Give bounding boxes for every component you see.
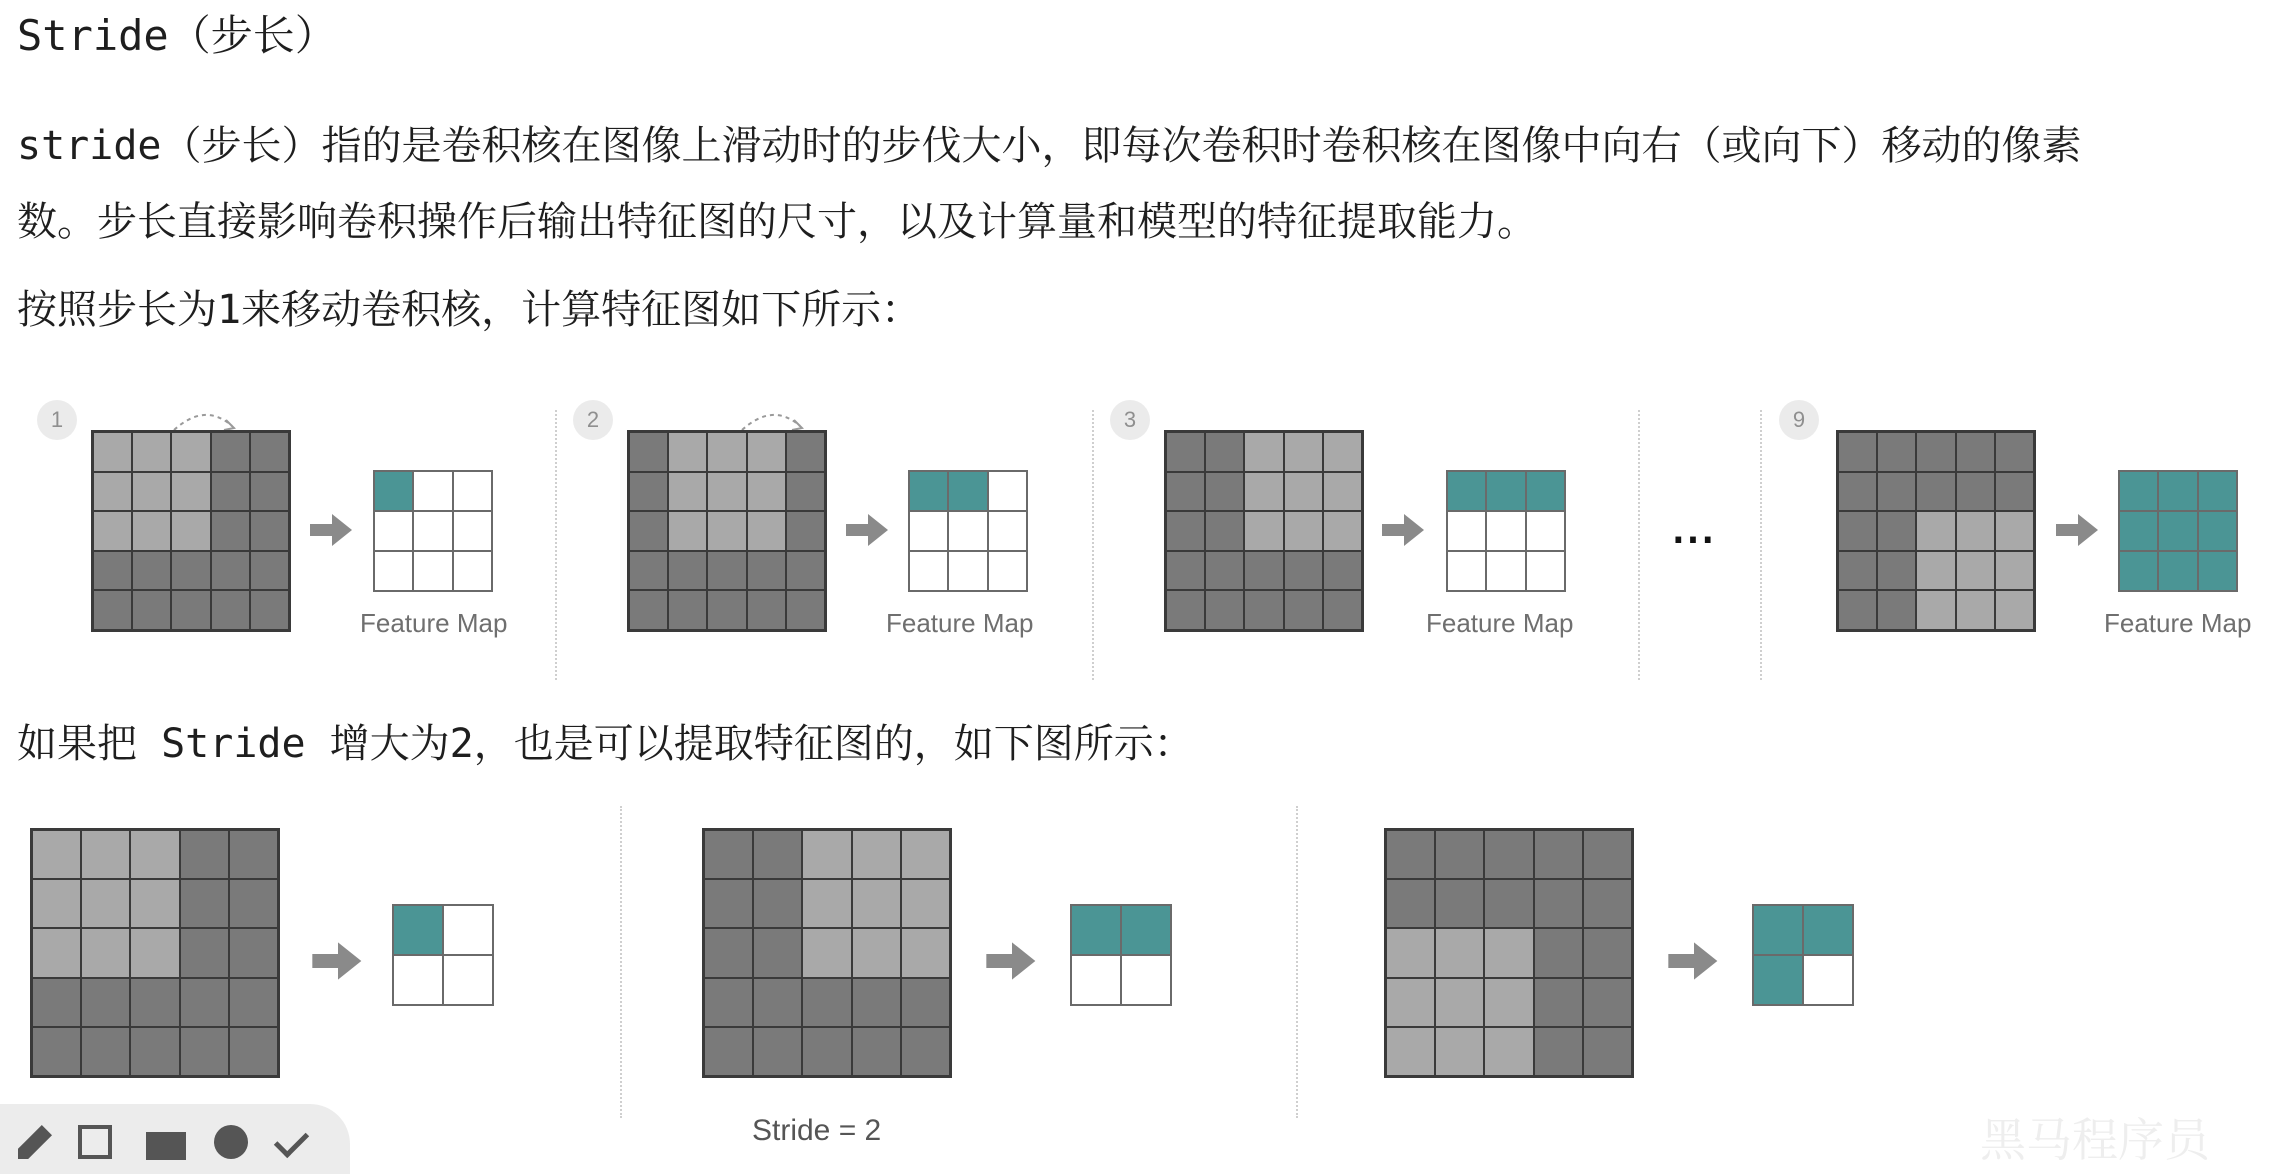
step-number-badge: 1: [37, 400, 77, 440]
input-image-grid: [1836, 430, 2036, 632]
feature-map-label: Feature Map: [2104, 608, 2252, 638]
input-image-grid: [91, 430, 291, 632]
step-number-badge: 2: [573, 400, 613, 440]
input-image-grid: [1164, 430, 1364, 632]
feature-map-grid: [908, 470, 1028, 592]
panel-divider: [620, 806, 622, 1118]
page-title: Stride（步长）: [17, 11, 337, 60]
stride-1-intro: 按照步长为1来移动卷积核，计算特征图如下所示：: [17, 287, 922, 333]
input-image-grid: [1384, 828, 1634, 1078]
arrow-right-icon: [312, 940, 364, 982]
panel-divider: [1296, 806, 1298, 1118]
camera-icon[interactable]: [146, 1132, 186, 1160]
step-number-badge: 9: [1779, 400, 1819, 440]
feature-map-grid: [2118, 470, 2238, 592]
panel-divider: [1760, 410, 1762, 680]
ellipsis: ...: [1670, 489, 1715, 556]
stride-definition-paragraph: [17, 108, 2082, 260]
panel-divider: [1638, 410, 1640, 680]
panel-divider: [1092, 410, 1094, 680]
feature-map-grid: [392, 904, 494, 1006]
feature-map-label: Feature Map: [360, 608, 508, 638]
arrow-right-icon: [846, 512, 890, 548]
stride-caption: Stride = 2: [752, 1114, 882, 1147]
feature-map-grid: [1070, 904, 1172, 1006]
arrow-right-icon: [310, 512, 354, 548]
input-image-grid: [627, 430, 827, 632]
panel-divider: [555, 410, 557, 680]
feature-map-label: Feature Map: [1426, 608, 1574, 638]
arrow-right-icon: [1382, 512, 1426, 548]
feature-map-label: Feature Map: [886, 608, 1034, 638]
paragraph-line: stride（步长）指的是卷积核在图像上滑动时的步伐大小，即每次卷积时卷积核在图像中向右（或向下）移动的像素: [17, 123, 2082, 169]
input-image-grid: [702, 828, 952, 1078]
arrow-right-icon: [2056, 512, 2100, 548]
step-number-badge: 3: [1110, 400, 1150, 440]
watermark: 黑马程序员: [1980, 1114, 2210, 1166]
arrow-right-icon: [1668, 940, 1720, 982]
feature-map-grid: [1752, 904, 1854, 1006]
feature-map-grid: [1446, 470, 1566, 592]
stride-2-intro: 如果把 Stride 增大为2，也是可以提取特征图的，如下图所示：: [17, 721, 1194, 767]
chat-icon[interactable]: [214, 1125, 248, 1159]
feature-map-grid: [373, 470, 493, 592]
arrow-right-icon: [986, 940, 1038, 982]
input-image-grid: [30, 828, 280, 1078]
paragraph-line: 数。步长直接影响卷积操作后输出特征图的尺寸，以及计算量和模型的特征提取能力。: [17, 199, 1537, 245]
screenshot-icon[interactable]: [78, 1125, 112, 1159]
